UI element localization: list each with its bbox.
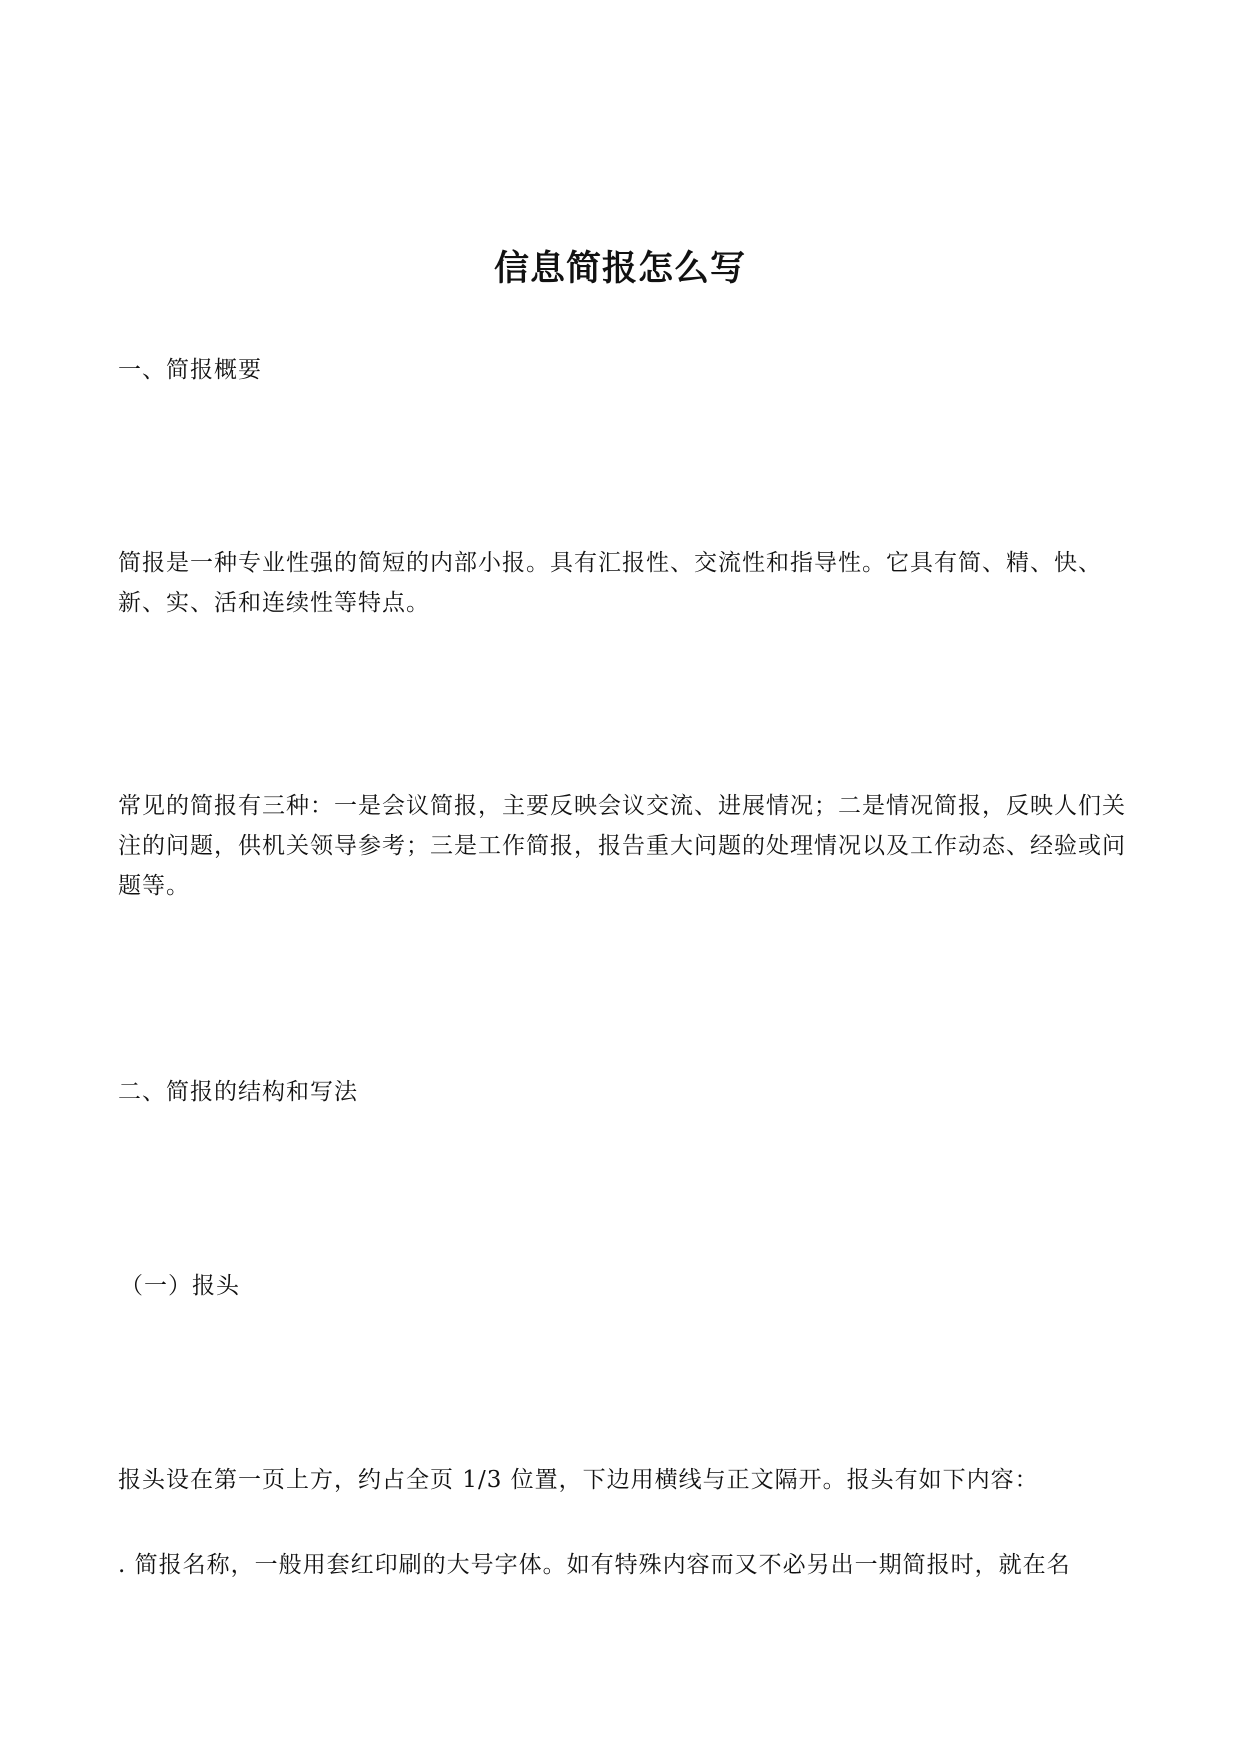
- paragraph-types: 常见的简报有三种：一是会议简报，主要反映会议交流、进展情况；二是情况简报，反映人们关注的问题，供机关领导参考；三是工作简报，报告重大问题的处理情况以及工作动态、经验或问题等。: [118, 793, 1126, 899]
- document-title: 信息简报怎么写: [493, 248, 746, 290]
- section-heading-overview: 一、简报概要: [118, 357, 262, 383]
- paragraph-definition: 简报是一种专业性强的简短的内部小报。具有汇报性、交流性和指导性。它具有简、精、快、新、实、活和连续性等特点。: [118, 550, 1102, 616]
- subsection-heading-masthead: （一）报头: [120, 1273, 240, 1299]
- paragraph-name-item: . 简报名称，一般用套红印刷的大号字体。如有特殊内容而又不必另出一期简报时，就在名: [118, 1552, 1071, 1578]
- paragraph-masthead: 报头设在第一页上方，约占全页 1/3 位置，下边用横线与正文隔开。报头有如下内容：: [118, 1467, 1039, 1493]
- section-heading-structure: 二、简报的结构和写法: [118, 1079, 358, 1105]
